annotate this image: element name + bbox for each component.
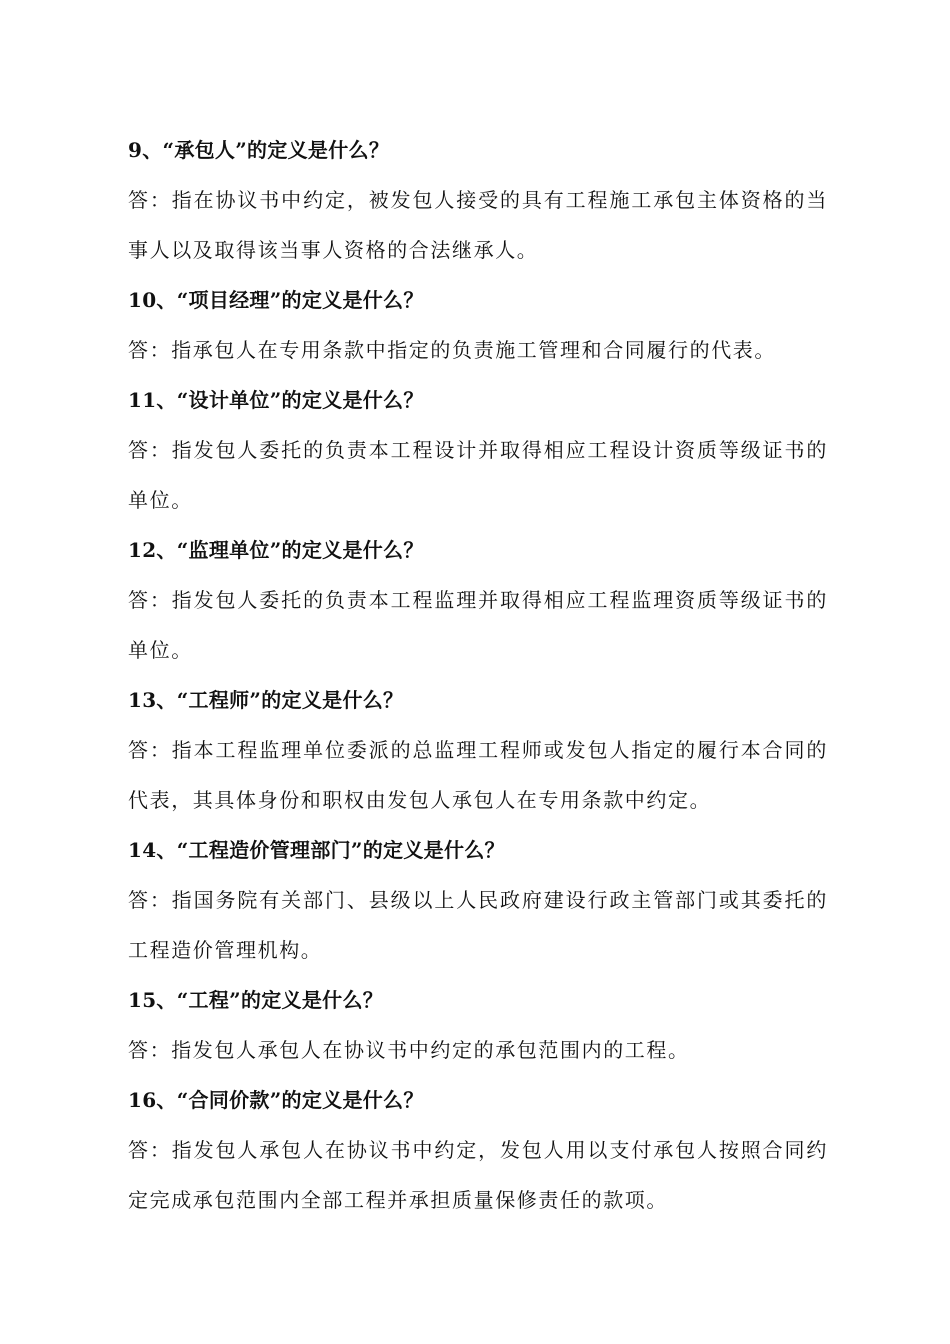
answer-10: 答：指承包人在专用条款中指定的负责施工管理和合同履行的代表。 [128, 338, 776, 362]
answer-13: 答：指本工程监理单位委派的总监理工程师或发包人指定的履行本合同的代表，其具体身份和职权由发包人承包人在专用条款中约定。 [128, 738, 828, 812]
question-15: 15、“工程”的定义是什么？ [128, 988, 384, 1012]
question-13: 13、“工程师”的定义是什么？ [128, 688, 404, 712]
answer-15: 答：指发包人承包人在协议书中约定的承包范围内的工程。 [128, 1038, 690, 1062]
answer-12: 答：指发包人委托的负责本工程监理并取得相应工程监理资质等级证书的单位。 [128, 588, 828, 662]
answer-16: 答：指发包人承包人在协议书中约定，发包人用以支付承包人按照合同约定完成承包范围内全部工程并承担质量保修责任的款项。 [128, 1138, 828, 1212]
question-16: 16、“合同价款”的定义是什么？ [128, 1088, 424, 1112]
question-14: 14、“工程造价管理部门”的定义是什么？ [128, 838, 505, 862]
document-page [128, 125, 828, 1225]
question-11: 11、“设计单位”的定义是什么？ [128, 388, 424, 412]
answer-14: 答：指国务院有关部门、县级以上人民政府建设行政主管部门或其委托的工程造价管理机构。 [128, 888, 828, 962]
question-10: 10、“项目经理”的定义是什么？ [128, 288, 424, 312]
answer-11: 答：指发包人委托的负责本工程设计并取得相应工程设计资质等级证书的单位。 [128, 438, 828, 512]
answer-9: 答：指在协议书中约定，被发包人接受的具有工程施工承包主体资格的当事人以及取得该当事人资格的合法继承人。 [128, 188, 828, 262]
question-12: 12、“监理单位”的定义是什么？ [128, 538, 424, 562]
question-9: 9、“承包人”的定义是什么？ [128, 138, 390, 162]
